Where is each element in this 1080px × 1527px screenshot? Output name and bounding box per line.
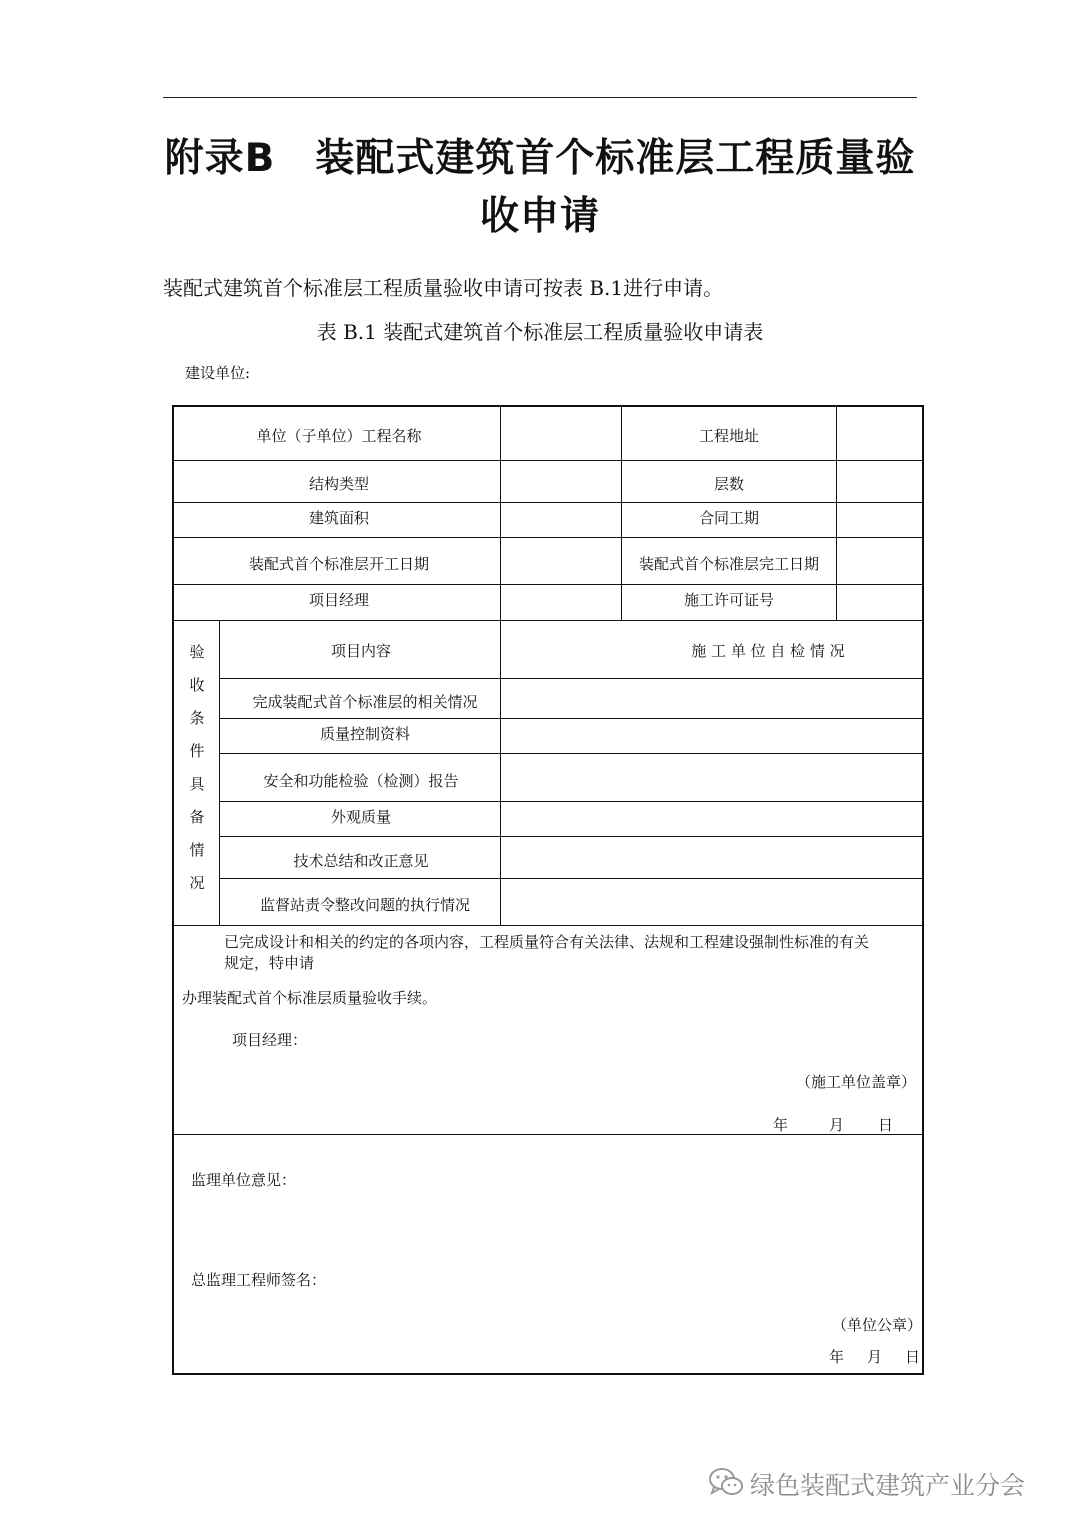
table-row-divider — [172, 925, 922, 926]
table-column-divider — [836, 405, 837, 620]
table-row-divider — [219, 801, 922, 802]
table-column-divider — [500, 405, 501, 620]
date-year-label: 年 — [773, 1116, 789, 1134]
supervision-opinion-label: 监理单位意见： — [191, 1171, 297, 1189]
table-row-divider — [219, 836, 922, 837]
page-title-line1: 附录B 装配式建筑首个标准层工程质量验 — [164, 136, 916, 181]
conditions-column-header-content: 项目内容 — [330, 642, 392, 660]
conditions-column-header-selfcheck: 施 工 单 位 自 检 情 况 — [691, 642, 845, 660]
project-manager-signature-label: 项目经理： — [232, 1031, 308, 1049]
table-caption: 表 B.1 装配式建筑首个标准层工程质量验收申请表 — [316, 320, 764, 344]
builder-label: 建设单位: — [185, 364, 251, 382]
label-building-area: 建筑面积 — [308, 509, 370, 527]
header-rule — [163, 97, 917, 98]
condition-item: 安全和功能检验（检测）报告 — [263, 772, 459, 790]
condition-item: 质量控制资料 — [319, 725, 411, 743]
label-completion-date: 装配式首个标准层完工日期 — [638, 555, 820, 573]
label-floor-count: 层数 — [713, 475, 745, 493]
application-statement-line3: 办理装配式首个标准层质量验收手续。 — [182, 989, 438, 1007]
contractor-stamp-label: （施工单位盖章） — [796, 1073, 917, 1091]
date-day-label: 日 — [878, 1116, 894, 1134]
date-day-label: 日 — [905, 1348, 921, 1366]
application-form-table — [172, 405, 924, 1375]
application-statement-line1: 已完成设计和相关的约定的各项内容，工程质量符合有关法律、法规和工程建设强制性标准的有关 — [224, 933, 870, 951]
chief-supervisor-signature-label: 总监理工程师签名： — [191, 1271, 327, 1289]
table-row-divider — [172, 1134, 922, 1135]
label-project-manager: 项目经理 — [308, 591, 370, 609]
table-row-divider — [172, 502, 922, 503]
table-row-divider — [219, 678, 922, 679]
table-row-divider — [172, 460, 922, 461]
label-permit-number: 施工许可证号 — [683, 591, 775, 609]
table-row-divider — [219, 718, 922, 719]
table-row-divider — [219, 878, 922, 879]
intro-paragraph: 装配式建筑首个标准层工程质量验收申请可按表 B.1进行申请。 — [163, 276, 724, 300]
table-row-divider — [172, 620, 922, 621]
label-project-address: 工程地址 — [698, 427, 760, 445]
date-month-label: 月 — [867, 1348, 883, 1366]
label-contract-period: 合同工期 — [698, 509, 760, 527]
page-title-line2: 收申请 — [479, 194, 600, 239]
application-statement-line2: 规定，特申请 — [224, 954, 315, 972]
condition-item: 技术总结和改正意见 — [293, 852, 429, 870]
conditions-section-label: 验收条件具备情况 — [189, 643, 205, 892]
date-year-label: 年 — [829, 1348, 845, 1366]
table-row-divider — [172, 584, 922, 585]
condition-item: 完成装配式首个标准层的相关情况 — [252, 693, 478, 711]
condition-item: 监督站责令整改问题的执行情况 — [259, 896, 471, 914]
table-column-divider — [621, 405, 622, 620]
date-month-label: 月 — [829, 1116, 845, 1134]
unit-seal-label: （单位公章） — [832, 1316, 923, 1334]
table-row-divider — [172, 537, 922, 538]
condition-item: 外观质量 — [330, 808, 392, 826]
table-column-divider — [500, 620, 501, 925]
watermark-text: 绿色装配式建筑产业分会 — [750, 1471, 1026, 1500]
label-start-date: 装配式首个标准层开工日期 — [248, 555, 430, 573]
table-column-divider — [219, 620, 220, 925]
label-structure-type: 结构类型 — [308, 475, 370, 493]
table-row-divider — [219, 753, 922, 754]
label-project-name: 单位（子单位）工程名称 — [256, 427, 422, 445]
wechat-icon — [708, 1466, 744, 1500]
